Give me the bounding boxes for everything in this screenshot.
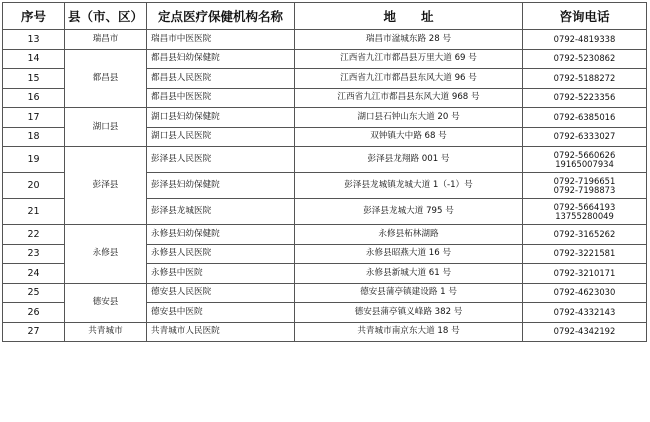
cell-address: 湖口县石钟山东大道 20 号 (295, 108, 523, 128)
phone-number: 0792-7196651 (553, 175, 616, 186)
cell-phone (523, 173, 647, 199)
cell-no: 27 (3, 322, 65, 342)
cell-phone (523, 199, 647, 225)
cell-address: 彭泽县龙城大道 795 号 (295, 199, 523, 225)
header-county: 县（市、区） (65, 3, 147, 30)
cell-no: 13 (3, 30, 65, 50)
cell-no: 26 (3, 303, 65, 323)
cell-county: 彭泽县 (65, 147, 147, 225)
cell-address: 共青城市南京东大道 18 号 (295, 322, 523, 342)
cell-phone (523, 303, 647, 323)
cell-no: 25 (3, 283, 65, 303)
phone-number: 0792-5660626 (553, 149, 616, 160)
cell-phone (523, 69, 647, 89)
cell-institution: 永修县中医院 (147, 264, 295, 284)
cell-phone (523, 147, 647, 173)
phone-number: 0792-5188272 (553, 72, 616, 83)
cell-institution: 永修县妇幼保健院 (147, 225, 295, 245)
phone-number: 0792-3165262 (553, 228, 616, 239)
cell-no: 18 (3, 127, 65, 147)
cell-no: 23 (3, 244, 65, 264)
cell-institution: 都昌县中医医院 (147, 88, 295, 108)
cell-phone (523, 283, 647, 303)
table-row (3, 30, 647, 50)
hospital-table (2, 2, 647, 342)
cell-institution: 都昌县人民医院 (147, 69, 295, 89)
cell-phone (523, 88, 647, 108)
header-row (3, 3, 647, 30)
cell-address: 江西省九江市都昌县万里大道 69 号 (295, 49, 523, 69)
cell-institution: 彭泽县人民医院 (147, 147, 295, 173)
cell-address: 双钟镇大中路 68 号 (295, 127, 523, 147)
table-row (3, 225, 647, 245)
phone-number: 0792-6333027 (553, 131, 616, 142)
phone-number: 0792-5223356 (553, 92, 616, 103)
cell-institution: 永修县人民医院 (147, 244, 295, 264)
table-row (3, 147, 647, 173)
cell-institution: 彭泽县妇幼保健院 (147, 173, 295, 199)
cell-phone (523, 127, 647, 147)
table-body (3, 30, 647, 342)
header-institution: 定点医疗保健机构名称 (147, 3, 295, 30)
phone-number: 0792-6385016 (553, 111, 616, 122)
cell-county: 共青城市 (65, 322, 147, 342)
table-row (3, 49, 647, 69)
cell-address: 德安县蒲亭镇建设路 1 号 (295, 283, 523, 303)
phone-number: 0792-5230862 (553, 53, 616, 64)
header-no: 序号 (3, 3, 65, 30)
cell-address: 德安县蒲亭镇义峰路 382 号 (295, 303, 523, 323)
cell-phone (523, 244, 647, 264)
cell-county: 湖口县 (65, 108, 147, 147)
cell-phone (523, 49, 647, 69)
cell-county: 德安县 (65, 283, 147, 322)
cell-institution: 德安县人民医院 (147, 283, 295, 303)
cell-no: 20 (3, 173, 65, 199)
phone-number: 0792-4332143 (553, 306, 616, 317)
cell-address: 江西省九江市都昌县东风大道 968 号 (295, 88, 523, 108)
table-row (3, 322, 647, 342)
cell-no: 17 (3, 108, 65, 128)
phone-number: 0792-3221581 (553, 248, 616, 259)
cell-no: 19 (3, 147, 65, 173)
cell-no: 22 (3, 225, 65, 245)
header-phone: 咨询电话 (523, 3, 647, 30)
cell-address: 江西省九江市都昌县东风大道 96 号 (295, 69, 523, 89)
cell-institution: 瑞昌市中医医院 (147, 30, 295, 50)
cell-institution: 共青城市人民医院 (147, 322, 295, 342)
table-row (3, 283, 647, 303)
cell-county: 都昌县 (65, 49, 147, 108)
cell-address: 瑞昌市湓城东路 28 号 (295, 30, 523, 50)
phone-number: 0792-5664193 (553, 201, 616, 212)
cell-address: 永修县昭燕大道 16 号 (295, 244, 523, 264)
cell-institution: 都昌县妇幼保健院 (147, 49, 295, 69)
header-address: 地 址 (295, 3, 523, 30)
cell-institution: 彭泽县龙城医院 (147, 199, 295, 225)
phone-number: 0792-4342192 (553, 326, 616, 337)
cell-phone (523, 264, 647, 284)
cell-address: 彭泽县龙翔路 001 号 (295, 147, 523, 173)
cell-institution: 湖口县妇幼保健院 (147, 108, 295, 128)
phone-number: 0792-3210171 (553, 267, 616, 278)
cell-county: 瑞昌市 (65, 30, 147, 50)
cell-no: 21 (3, 199, 65, 225)
cell-phone (523, 108, 647, 128)
phone-number: 0792-7198873 (553, 184, 616, 195)
cell-no: 16 (3, 88, 65, 108)
cell-phone (523, 225, 647, 245)
cell-no: 24 (3, 264, 65, 284)
cell-phone (523, 30, 647, 50)
phone-number: 0792-4819338 (553, 33, 616, 44)
cell-phone (523, 322, 647, 342)
cell-address: 永修县新城大道 61 号 (295, 264, 523, 284)
table-row (3, 108, 647, 128)
cell-no: 15 (3, 69, 65, 89)
phone-number: 13755280049 (555, 210, 614, 221)
cell-institution: 德安县中医院 (147, 303, 295, 323)
phone-number: 0792-4623030 (553, 287, 616, 298)
cell-institution: 湖口县人民医院 (147, 127, 295, 147)
cell-county: 永修县 (65, 225, 147, 284)
cell-address: 永修县柘林湖路 (295, 225, 523, 245)
cell-no: 14 (3, 49, 65, 69)
cell-address: 彭泽县龙城镇龙城大道 1（-1）号 (295, 173, 523, 199)
phone-number: 19165007934 (555, 158, 614, 169)
